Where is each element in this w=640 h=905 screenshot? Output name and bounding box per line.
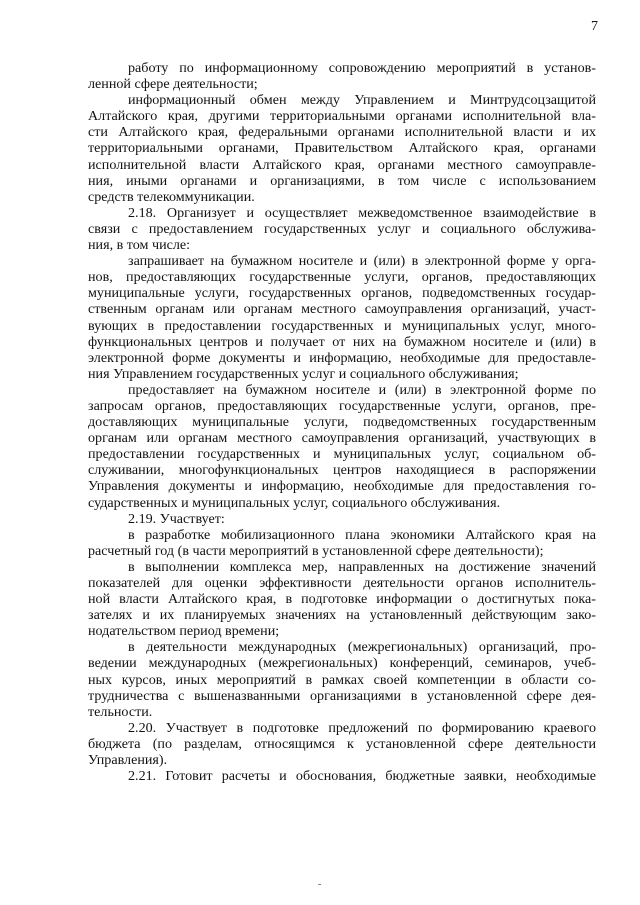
text-line: электронной форме документы и информацию, необходимые для предоставле- [88, 349, 596, 366]
text-line: информационный обмен между Управлением и Минтрудсоцзащитой [128, 92, 596, 109]
text-line: ленной сфере деятельности; [88, 76, 258, 93]
text-line: Управления). [88, 752, 168, 769]
text-line: в выполнении комплекса мер, направленных на достижение значений [128, 558, 596, 575]
text-line: служивании, многофункциональных центров находящиеся в распоряжении [88, 462, 596, 479]
text-line: показателей для оценки эффективности деятельности органов исполнитель- [88, 575, 596, 591]
text-line: муниципальные услуги, государственных органов, подведомственных государ- [88, 285, 596, 302]
text-line: предоставлении государственных и муниципальных услуг, социальном об- [88, 446, 596, 463]
text-line: в разработке мобилизационного плана экономики Алтайского края на [128, 526, 596, 543]
text-line: сти Алтайского края, федеральными органами исполнительной власти и их [88, 124, 596, 141]
text-line: 2.19. Участвует: [128, 510, 225, 527]
text-line: запрашивает на бумажном носителе и (или) в электронной форме у орга- [128, 253, 596, 270]
page-number: 7 [591, 19, 598, 34]
text-line: бюджета (по разделам, относящимся к установленной сфере деятельности [88, 735, 596, 752]
text-line: работу по информационному сопровождению мероприятий в установ- [128, 60, 596, 76]
text-line: нов, предоставляющих государственные услуги, органов, предоставляющих [88, 269, 596, 286]
text-line: вующих в предоставлении государственных и муниципальных услуг, много- [88, 317, 596, 334]
text-line: 2.18. Организует и осуществляет межведомственное взаимодействие в [128, 204, 596, 221]
text-line: сударственных и муниципальных услуг, социального обслуживания. [88, 494, 501, 511]
text-line: ных курсов, иных мероприятий в рамках своей компетенции в области со- [88, 671, 596, 688]
text-line: ния, иными органами и организациями, в том числе с использованием [88, 172, 596, 189]
text-line: 2.21. Готовит расчеты и обоснования, бюджетные заявки, необходимые [128, 768, 596, 785]
text-line: ственным органам или органам местного самоуправления организаций, участ- [88, 301, 596, 318]
text-line: ной власти Алтайского края, в подготовке информации о достигнутых пока- [88, 591, 596, 608]
scan-mark [318, 884, 321, 885]
text-line: зателях и их планируемых значениях на установленный действующим зако- [88, 607, 596, 624]
text-line: ния Управлением государственных услуг и социального обслуживания; [88, 365, 519, 382]
text-line: Управления документы и информацию, необходимые для предоставления го- [88, 478, 596, 495]
text-line: исполнительной власти Алтайского края, органами местного самоуправле- [88, 156, 596, 173]
text-line: расчетный год (в части мероприятий в установленной сфере деятельности); [88, 542, 544, 559]
text-line: функциональных центров и получает от них на бумажном носителе и (или) в [88, 333, 596, 350]
text-line: доставляющих муниципальные услуги, подведомственных государственным [88, 414, 596, 431]
text-line: тельности. [88, 703, 153, 720]
text-line: в деятельности международных (межрегиональных) организаций, про- [128, 639, 596, 656]
text-line: связи с предоставлением государственных услуг и социального обслужива- [88, 220, 596, 237]
document-body [88, 60, 596, 784]
text-line: органам или органам местного самоуправления организаций, участвующих в [88, 430, 596, 447]
text-line: средств телекоммуникации. [88, 188, 255, 205]
text-line: 2.20. Участвует в подготовке предложений по формированию краевого [128, 719, 596, 736]
text-line: ния, в том числе: [88, 237, 191, 254]
text-line: ведении международных (межрегиональных) конференций, семинаров, учеб- [88, 655, 596, 672]
text-line: предоставляет на бумажном носителе и (или) в электронной форме по [128, 381, 596, 398]
text-line: запросам органов, предоставляющих государственные услуги, органов, пре- [88, 397, 596, 414]
text-line: нодательством период времени; [88, 623, 280, 640]
text-line: территориальными органами, Правительством Алтайского края, органами [88, 140, 596, 157]
text-line: трудничества с вышеназванными организациями в установленной сфере дея- [88, 687, 596, 704]
text-line: Алтайского края, другими территориальными органами исполнительной вла- [88, 108, 596, 125]
